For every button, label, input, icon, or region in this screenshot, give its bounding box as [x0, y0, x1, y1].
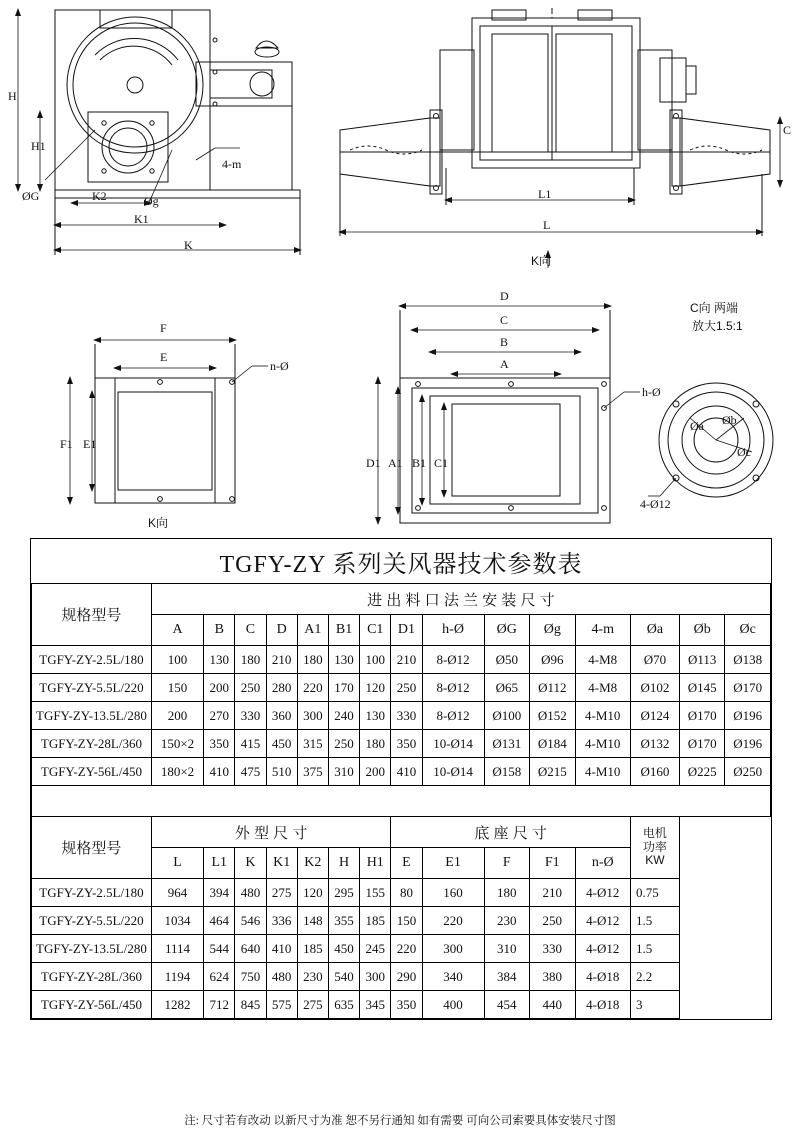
top-cell: Ø132: [630, 730, 679, 758]
bottom-cell: 1114: [151, 935, 203, 963]
bottom-cell: 1282: [151, 991, 203, 1019]
top-cell: Ø215: [530, 758, 576, 786]
label-A: A: [500, 357, 509, 371]
bottom-cell: 400: [422, 991, 484, 1019]
bottom-header-f1: F1: [530, 848, 576, 879]
top-cell: Ø158: [484, 758, 530, 786]
top-header--b: Øb: [679, 615, 725, 646]
motor-line-3: KW: [645, 853, 665, 868]
label-n-hole: n-Ø: [270, 359, 289, 373]
top-header-c: C: [235, 615, 266, 646]
top-cell: 375: [297, 758, 328, 786]
label-E1: E1: [83, 437, 97, 451]
top-header--g: Øg: [530, 615, 576, 646]
top-cell: 410: [204, 758, 235, 786]
top-model: TGFY-ZY-28L/360: [32, 730, 152, 758]
top-cell: Ø225: [679, 758, 725, 786]
top-cell: 100: [151, 646, 203, 674]
top-header-a: A: [151, 615, 203, 646]
label-C1: C1: [434, 456, 449, 470]
bottom-cell: 4-Ø12: [575, 879, 630, 907]
top-cell: 130: [328, 646, 359, 674]
top-cell: 415: [235, 730, 266, 758]
top-cell: Ø100: [484, 702, 530, 730]
top-header--a: Øa: [630, 615, 679, 646]
top-cell: Ø170: [725, 674, 771, 702]
top-group-header: 进 出 料 口 法 兰 安 装 尺 寸: [151, 584, 770, 615]
bottom-cell: 275: [266, 879, 297, 907]
bottom-cell: 544: [204, 935, 235, 963]
top-cell: 180×2: [151, 758, 203, 786]
top-cell: 330: [235, 702, 266, 730]
view-front-section: [338, 8, 783, 268]
label-L1: L1: [538, 187, 552, 201]
spec-table-wrap: [30, 538, 772, 1020]
bottom-cell: 624: [204, 963, 235, 991]
top-header-a1: A1: [297, 615, 328, 646]
top-header-d: D: [266, 615, 297, 646]
label-K-view-2: K向: [148, 516, 169, 530]
bottom-header-k2: K2: [297, 848, 328, 879]
top-model: TGFY-ZY-56L/450: [32, 758, 152, 786]
bottom-cell: 185: [297, 935, 328, 963]
top-header-d1: D1: [391, 615, 422, 646]
top-cell: 330: [391, 702, 422, 730]
bottom-cell: 300: [360, 963, 391, 991]
table-title-row: [32, 539, 771, 584]
bottom-cell: 640: [235, 935, 266, 963]
top-header--g: ØG: [484, 615, 530, 646]
spec-table: [31, 539, 771, 1019]
bottom-kw: 2.2: [630, 963, 679, 991]
bottom-kw: 3: [630, 991, 679, 1019]
top-cell: 180: [360, 730, 391, 758]
top-cell: 180: [235, 646, 266, 674]
bottom-cell: 80: [391, 879, 422, 907]
top-cell: 250: [391, 674, 422, 702]
label-scale: 放大1.5:1: [692, 319, 743, 333]
label-Oa: Øa: [690, 419, 704, 433]
bottom-cell: 635: [328, 991, 359, 1019]
top-cell: Ø152: [530, 702, 576, 730]
top-header-b1: B1: [328, 615, 359, 646]
bottom-cell: 120: [297, 879, 328, 907]
top-cell: 315: [297, 730, 328, 758]
view-c-circular-flange: [648, 383, 773, 497]
table-row: [32, 730, 771, 758]
top-cell: 8-Ø12: [422, 646, 484, 674]
bottom-cell: 410: [266, 935, 297, 963]
top-cell: 200: [151, 702, 203, 730]
label-K: K: [184, 238, 193, 252]
bottom-cell: 4-Ø18: [575, 991, 630, 1019]
label-C-top: C: [500, 313, 509, 327]
bottom-cell: 180: [484, 879, 530, 907]
table-row: [32, 702, 771, 730]
top-cell: 350: [204, 730, 235, 758]
top-model: TGFY-ZY-2.5L/180: [32, 646, 152, 674]
top-cell: 10-Ø14: [422, 730, 484, 758]
bottom-cell: 295: [328, 879, 359, 907]
bottom-cell: 4-Ø12: [575, 907, 630, 935]
top-cell: 10-Ø14: [422, 758, 484, 786]
table-row: [32, 935, 771, 963]
top-cell: 310: [328, 758, 359, 786]
top-cell: Ø102: [630, 674, 679, 702]
bottom-cell: 310: [484, 935, 530, 963]
bottom-cell: 345: [360, 991, 391, 1019]
top-model: TGFY-ZY-13.5L/280: [32, 702, 152, 730]
top-cell: 250: [328, 730, 359, 758]
bottom-cell: 150: [391, 907, 422, 935]
bottom-cell: 220: [422, 907, 484, 935]
top-cell: Ø70: [630, 646, 679, 674]
top-cell: Ø170: [679, 730, 725, 758]
label-F: F: [160, 321, 167, 335]
bottom-cell: 230: [484, 907, 530, 935]
top-cell: 210: [391, 646, 422, 674]
bottom-group-outline: 外 型 尺 寸: [151, 817, 391, 848]
top-cell: 170: [328, 674, 359, 702]
bottom-cell: 1034: [151, 907, 203, 935]
bottom-cell: 300: [422, 935, 484, 963]
top-cell: 4-M8: [575, 646, 630, 674]
top-cell: 280: [266, 674, 297, 702]
top-cell: Ø138: [725, 646, 771, 674]
top-cell: 200: [204, 674, 235, 702]
top-cell: Ø170: [679, 702, 725, 730]
bottom-header-k: K: [235, 848, 266, 879]
top-header-4-m: 4-m: [575, 615, 630, 646]
bottom-header-l: L: [151, 848, 203, 879]
bottom-cell: 750: [235, 963, 266, 991]
bottom-cell: 1194: [151, 963, 203, 991]
bottom-header-e: E: [391, 848, 422, 879]
top-cell: 250: [235, 674, 266, 702]
label-OG: ØG: [22, 189, 40, 203]
motor-line-2: 功率: [642, 839, 667, 854]
label-K-view-1: K向: [531, 254, 552, 268]
bottom-cell: 336: [266, 907, 297, 935]
top-header-c1: C1: [360, 615, 391, 646]
bottom-cell: 464: [204, 907, 235, 935]
bottom-header-k1: K1: [266, 848, 297, 879]
bottom-group-base: 底 座 尺 寸: [391, 817, 631, 848]
label-Ob: Øb: [722, 413, 737, 427]
view-base-plate: [67, 337, 268, 505]
bottom-cell: 290: [391, 963, 422, 991]
label-Oc: Øc: [737, 445, 751, 459]
label-4-012: 4-Ø12: [640, 497, 671, 511]
bottom-kw: 0.75: [630, 879, 679, 907]
table-note: 注: 尺寸若有改动 以新尺寸为准 恕不另行通知 如有需要 可向公司索要具体安装尺寸图: [184, 1115, 616, 1127]
bottom-header-h: H: [328, 848, 359, 879]
top-cell: 350: [391, 730, 422, 758]
label-4m: 4-m: [222, 157, 242, 171]
top-cell: Ø160: [630, 758, 679, 786]
top-header--c: Øc: [725, 615, 771, 646]
bottom-cell: 210: [530, 879, 576, 907]
top-cell: 180: [297, 646, 328, 674]
top-cell: 100: [360, 646, 391, 674]
bottom-col-model-header: 规格型号: [32, 817, 152, 879]
bottom-cell: 964: [151, 879, 203, 907]
top-cell: 270: [204, 702, 235, 730]
bottom-cell: 712: [204, 991, 235, 1019]
bottom-kw: 1.5: [630, 935, 679, 963]
bottom-header-h1: H1: [360, 848, 391, 879]
top-col-model-header: 规格型号: [32, 584, 152, 646]
bottom-cell: 230: [297, 963, 328, 991]
top-cell: 130: [360, 702, 391, 730]
bottom-cell: 185: [360, 907, 391, 935]
top-cell: 4-M10: [575, 702, 630, 730]
top-cell: 475: [235, 758, 266, 786]
top-cell: 150×2: [151, 730, 203, 758]
label-K1: K1: [134, 212, 149, 226]
top-cell: Ø196: [725, 702, 771, 730]
table-row: [32, 674, 771, 702]
bottom-cell: 454: [484, 991, 530, 1019]
table-row: [32, 991, 771, 1019]
top-cell: Ø184: [530, 730, 576, 758]
label-H: H: [8, 89, 17, 103]
top-header-b: B: [204, 615, 235, 646]
bottom-cell: 4-Ø18: [575, 963, 630, 991]
top-cell: Ø50: [484, 646, 530, 674]
table-row: [32, 758, 771, 786]
bottom-cell: 480: [266, 963, 297, 991]
bottom-cell: 4-Ø12: [575, 935, 630, 963]
top-model: TGFY-ZY-5.5L/220: [32, 674, 152, 702]
table-title: TGFY-ZY 系列关风器技术参数表: [32, 539, 771, 584]
top-cell: Ø96: [530, 646, 576, 674]
bottom-cell: 330: [530, 935, 576, 963]
label-K2: K2: [92, 189, 107, 203]
bottom-cell: 575: [266, 991, 297, 1019]
label-E: E: [160, 350, 168, 364]
table-row: [32, 646, 771, 674]
bottom-kw: 1.5: [630, 907, 679, 935]
label-B1: B1: [412, 456, 427, 470]
top-cell: 410: [391, 758, 422, 786]
bottom-cell: 394: [204, 879, 235, 907]
bottom-cell: 340: [422, 963, 484, 991]
label-Og: Øg: [144, 194, 159, 208]
bottom-model: TGFY-ZY-13.5L/280: [32, 935, 152, 963]
top-cell: 130: [204, 646, 235, 674]
view-side-left: [15, 8, 302, 255]
top-cell: 120: [360, 674, 391, 702]
table-row: [32, 907, 771, 935]
bottom-cell: 155: [360, 879, 391, 907]
top-cell: 240: [328, 702, 359, 730]
top-cell: 150: [151, 674, 203, 702]
top-cell: 4-M10: [575, 730, 630, 758]
bottom-cell: 350: [391, 991, 422, 1019]
top-cell: 8-Ø12: [422, 702, 484, 730]
bottom-cell: 440: [530, 991, 576, 1019]
bottom-cell: 160: [422, 879, 484, 907]
bottom-header-n-: n-Ø: [575, 848, 630, 879]
bottom-model: TGFY-ZY-28L/360: [32, 963, 152, 991]
bottom-model: TGFY-ZY-5.5L/220: [32, 907, 152, 935]
bottom-group-header-row: [32, 817, 771, 848]
motor-line-1: 电机: [642, 825, 667, 840]
label-H1: H1: [31, 139, 46, 153]
top-cell: 220: [297, 674, 328, 702]
bottom-group-motor: [630, 817, 679, 879]
top-cell: 300: [297, 702, 328, 730]
bottom-cell: 845: [235, 991, 266, 1019]
top-cell: 4-M10: [575, 758, 630, 786]
table-row: [32, 963, 771, 991]
bottom-cell: 450: [328, 935, 359, 963]
table-spacer-row: [32, 786, 771, 817]
bottom-cell: 250: [530, 907, 576, 935]
bottom-cell: 148: [297, 907, 328, 935]
bottom-cell: 540: [328, 963, 359, 991]
bottom-cell: 275: [297, 991, 328, 1019]
label-B: B: [500, 335, 509, 349]
top-cell: Ø145: [679, 674, 725, 702]
top-cell: 210: [266, 646, 297, 674]
drawing-area: [0, 0, 800, 540]
top-cell: 200: [360, 758, 391, 786]
table-row: [32, 879, 771, 907]
top-cell: Ø113: [679, 646, 725, 674]
top-cell: Ø250: [725, 758, 771, 786]
label-h-hole: h-Ø: [642, 385, 661, 399]
top-cell: Ø112: [530, 674, 576, 702]
bottom-cell: 355: [328, 907, 359, 935]
top-cell: Ø196: [725, 730, 771, 758]
bottom-cell: 380: [530, 963, 576, 991]
bottom-cell: 245: [360, 935, 391, 963]
top-cell: Ø124: [630, 702, 679, 730]
bottom-header-e1: E1: [422, 848, 484, 879]
label-D: D: [500, 289, 509, 303]
bottom-model: TGFY-ZY-2.5L/180: [32, 879, 152, 907]
label-F1: F1: [60, 437, 73, 451]
bottom-cell: 480: [235, 879, 266, 907]
label-c-view: C向 两端: [690, 301, 739, 315]
top-cell: 510: [266, 758, 297, 786]
top-cell: Ø131: [484, 730, 530, 758]
top-cell: 8-Ø12: [422, 674, 484, 702]
bottom-cell: 546: [235, 907, 266, 935]
bottom-header-f: F: [484, 848, 530, 879]
top-header-h-: h-Ø: [422, 615, 484, 646]
label-D1: D1: [366, 456, 381, 470]
label-C-right: C: [783, 123, 792, 137]
label-L: L: [543, 218, 551, 232]
bottom-model: TGFY-ZY-56L/450: [32, 991, 152, 1019]
top-group-header-row: [32, 584, 771, 615]
top-cell: 360: [266, 702, 297, 730]
top-cell: Ø65: [484, 674, 530, 702]
bottom-cell: 384: [484, 963, 530, 991]
bottom-cell: 220: [391, 935, 422, 963]
label-A1: A1: [388, 456, 403, 470]
top-cell: 4-M8: [575, 674, 630, 702]
top-cell: 450: [266, 730, 297, 758]
drawing-svg: [0, 0, 800, 540]
bottom-header-l1: L1: [204, 848, 235, 879]
